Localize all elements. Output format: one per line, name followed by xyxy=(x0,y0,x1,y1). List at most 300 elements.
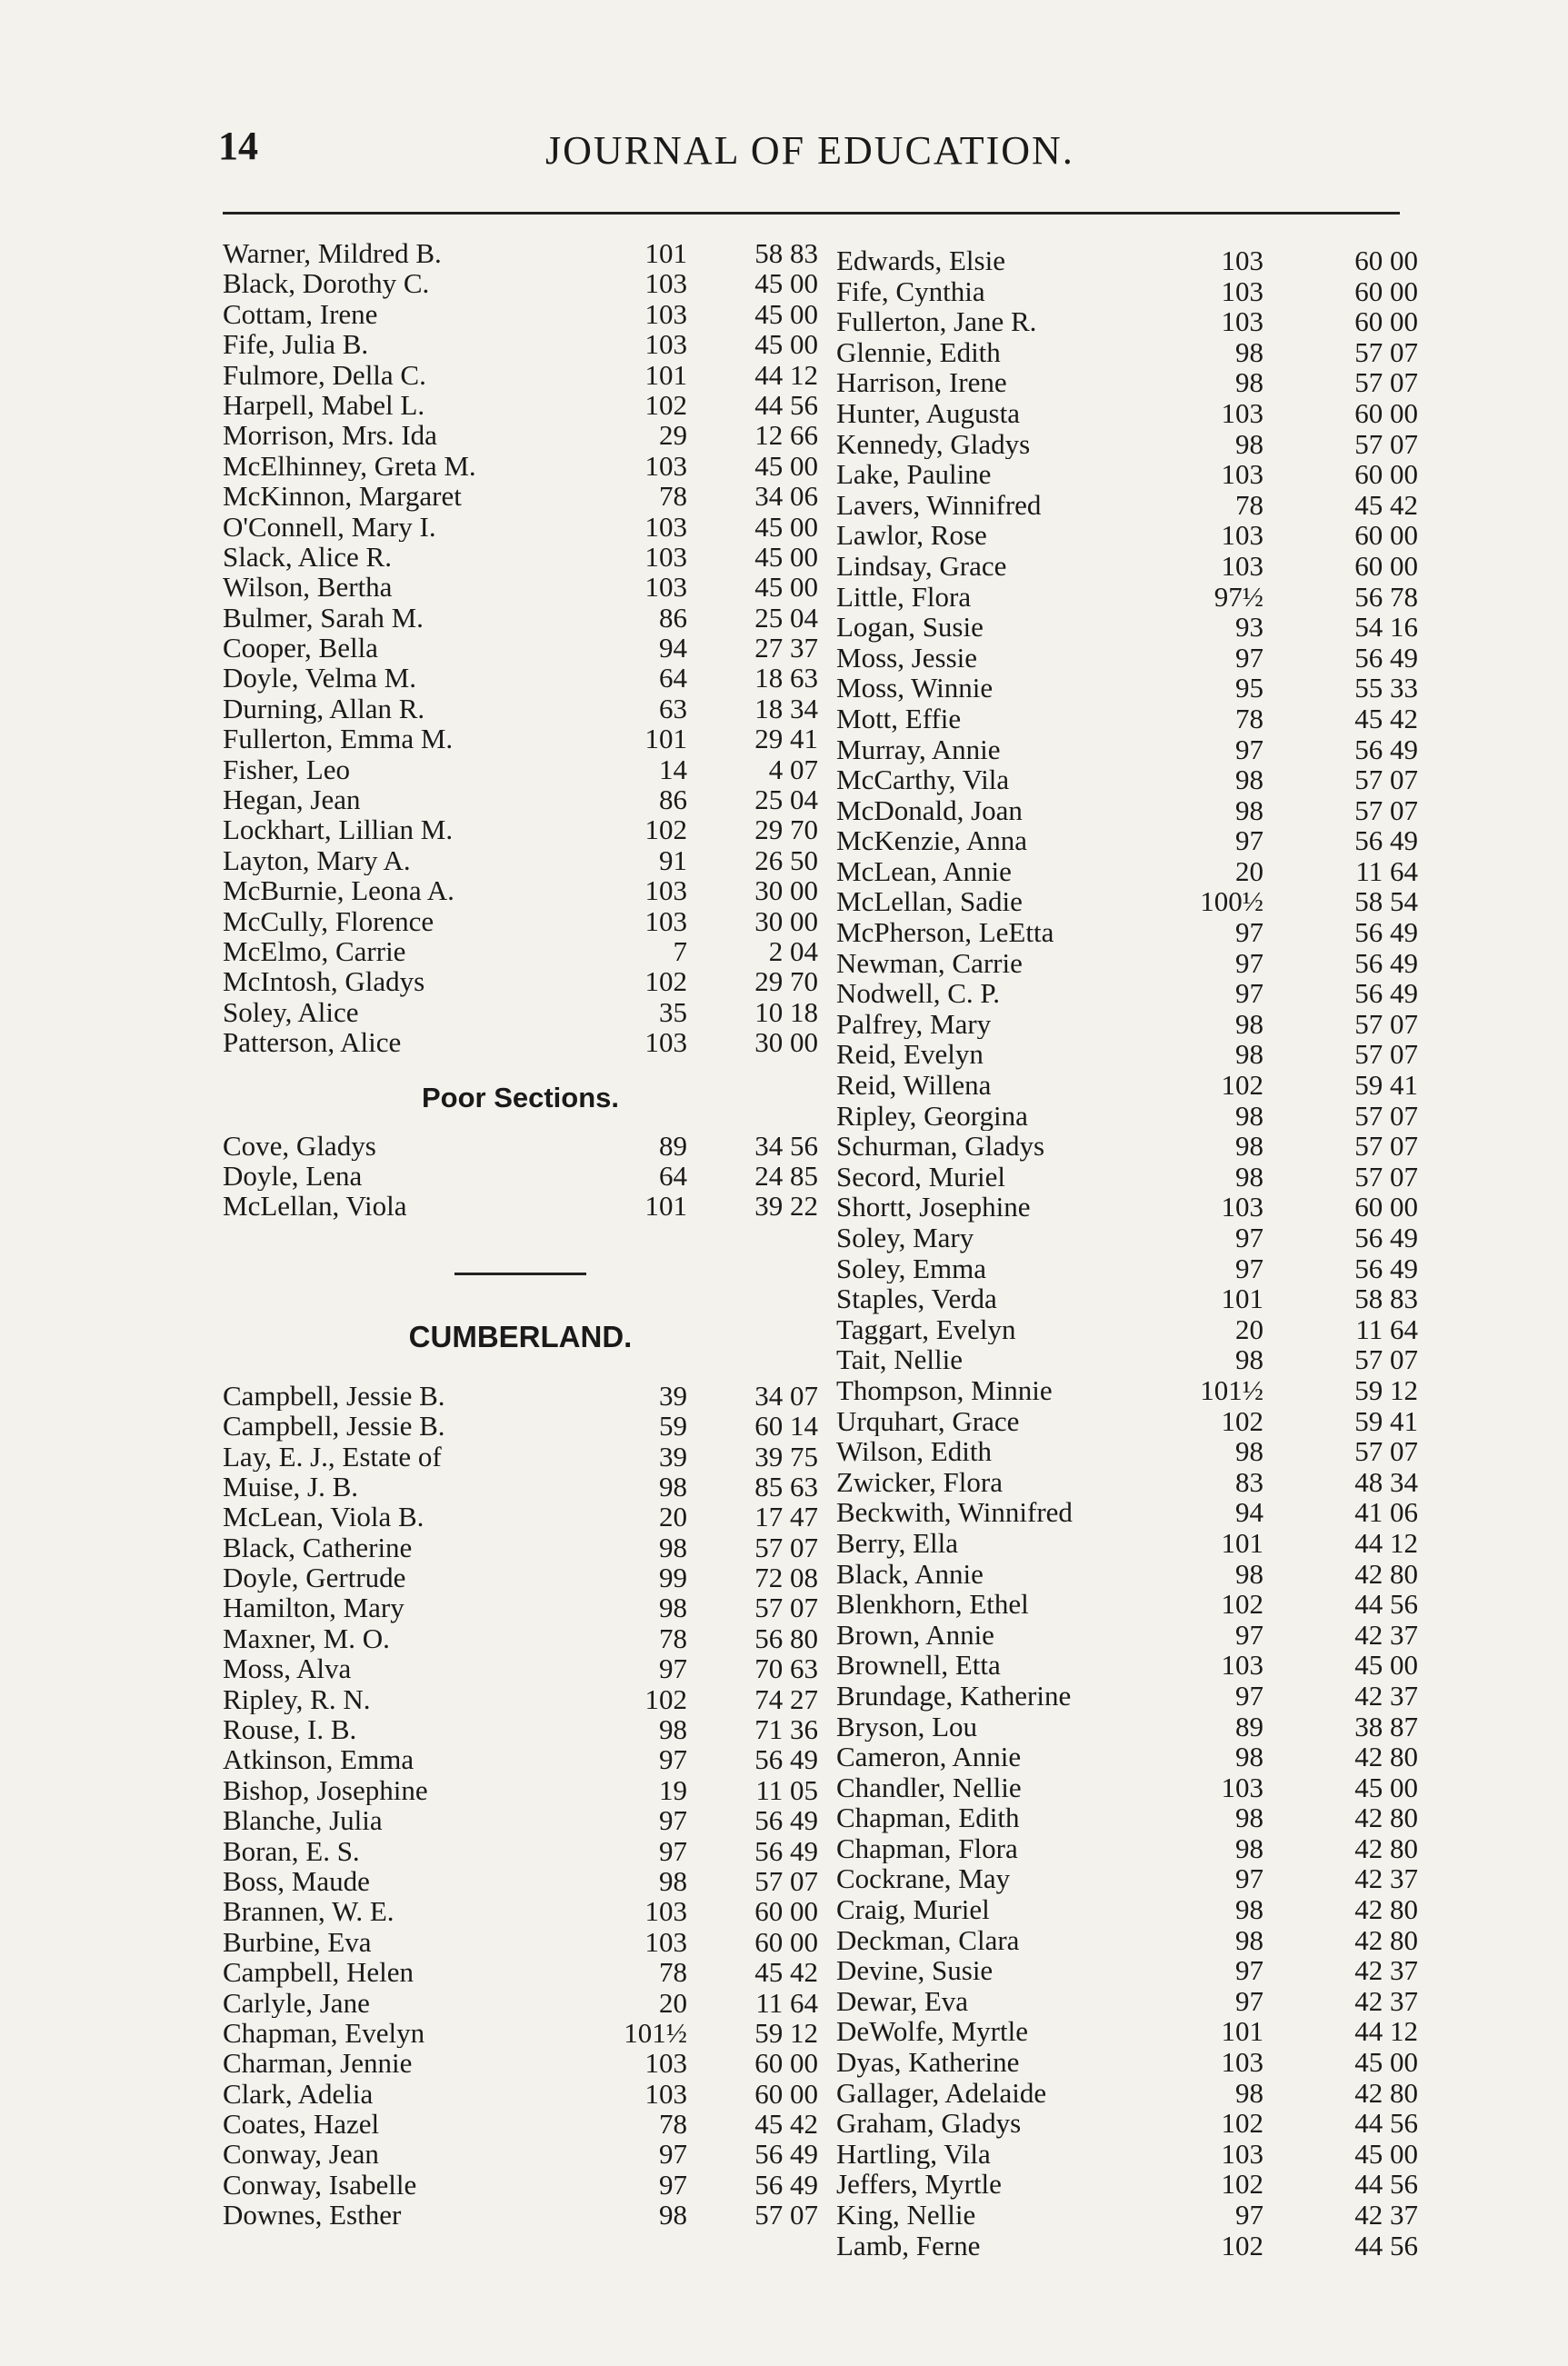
entry-amount: 60 00 xyxy=(1354,1191,1418,1223)
list-item xyxy=(223,2170,818,2200)
entry-name: Ripley, R. N. xyxy=(223,1683,371,1715)
entry-name: Chapman, Flora xyxy=(836,1832,1018,1864)
entry-name: Cameron, Annie xyxy=(836,1742,1022,1772)
list-item xyxy=(223,451,818,481)
entry-amount: 42 37 xyxy=(1354,1679,1418,1712)
list-item xyxy=(836,2139,1418,2170)
list-item xyxy=(223,1744,818,1774)
entry-amount: 45 00 xyxy=(1354,1649,1418,1682)
list-item xyxy=(223,966,818,996)
list-item xyxy=(836,398,1418,429)
entry-amount: 24 85 xyxy=(754,1159,818,1192)
entry-days: 103 xyxy=(1221,458,1263,491)
entry-amount: 56 49 xyxy=(1354,824,1418,857)
entry-days: 19 xyxy=(659,1773,687,1806)
list-item xyxy=(836,551,1418,582)
entry-amount: 45 00 xyxy=(1354,1771,1418,1803)
entry-name: Brundage, Katherine xyxy=(836,1680,1072,1712)
entry-amount: 56 49 xyxy=(1354,641,1418,674)
list-item xyxy=(223,360,818,390)
entry-name: Black, Dorothy C. xyxy=(223,268,430,299)
entry-name: McDonald, Joan xyxy=(836,794,1023,826)
entry-name: Slack, Alice R. xyxy=(223,541,392,573)
entry-name: Nodwell, C. P. xyxy=(836,978,1000,1009)
entry-days: 103 xyxy=(644,1925,687,1958)
list-item xyxy=(223,2048,818,2078)
entry-days: 86 xyxy=(659,601,687,634)
entry-name: Atkinson, Emma xyxy=(223,1744,414,1775)
entry-name: Newman, Carrie xyxy=(836,947,1023,979)
list-item xyxy=(836,490,1418,521)
entry-name: Cooper, Bella xyxy=(223,633,378,664)
entry-amount: 56 49 xyxy=(754,2168,818,2201)
list-item xyxy=(223,1957,818,1987)
entry-amount: 60 00 xyxy=(754,1895,818,1928)
entry-amount: 44 56 xyxy=(1354,2229,1418,2261)
entry-amount: 60 00 xyxy=(1354,245,1418,276)
entry-days: 97 xyxy=(1235,2199,1263,2231)
entry-days: 59 xyxy=(659,1410,687,1443)
list-item xyxy=(836,1344,1418,1375)
list-item xyxy=(223,512,818,542)
list-item xyxy=(836,2108,1418,2139)
entry-amount: 42 80 xyxy=(1354,1802,1418,1834)
entry-days: 98 xyxy=(1235,1160,1263,1193)
entry-name: Moss, Jessie xyxy=(836,642,978,674)
entry-days: 103 xyxy=(1221,1771,1263,1803)
entry-days: 20 xyxy=(1235,1313,1263,1345)
list-item xyxy=(223,2109,818,2139)
entry-amount: 57 07 xyxy=(1354,427,1418,460)
entry-amount: 57 07 xyxy=(1354,1038,1418,1071)
list-item xyxy=(223,1805,818,1835)
entry-days: 97 xyxy=(1235,1862,1263,1895)
entry-days: 98 xyxy=(1235,1435,1263,1468)
entry-name: Staples, Verda xyxy=(836,1283,997,1314)
list-item xyxy=(836,795,1418,826)
entry-days: 98 xyxy=(1235,764,1263,796)
list-item xyxy=(836,825,1418,856)
entry-name: Downes, Esther xyxy=(223,2200,402,2231)
section-divider xyxy=(454,1273,586,1275)
entry-name: Fulmore, Della C. xyxy=(223,359,426,390)
entry-name: Fullerton, Jane R. xyxy=(836,306,1037,337)
list-item xyxy=(223,784,818,814)
entry-amount: 60 00 xyxy=(754,2047,818,2080)
entry-name: Morrison, Mrs. Ida xyxy=(223,420,437,451)
list-item xyxy=(836,1223,1418,1253)
entry-amount: 60 00 xyxy=(1354,549,1418,582)
entry-amount: 57 07 xyxy=(754,2199,818,2231)
entry-amount: 34 07 xyxy=(754,1379,818,1412)
entry-name: Lindsay, Grace xyxy=(836,550,1007,582)
entry-name: Moss, Alva xyxy=(223,1653,352,1684)
entry-name: Harpell, Mabel L. xyxy=(223,389,425,421)
entry-amount: 42 80 xyxy=(1354,1893,1418,1926)
list-item xyxy=(836,1528,1418,1559)
entry-name: Zwicker, Flora xyxy=(836,1466,1003,1498)
list-item xyxy=(223,1161,818,1191)
list-item xyxy=(223,663,818,693)
entry-days: 89 xyxy=(659,1129,687,1162)
entry-days: 103 xyxy=(644,571,687,604)
entry-days: 29 xyxy=(659,419,687,452)
entry-name: McPherson, LeEtta xyxy=(836,917,1054,948)
entry-days: 97 xyxy=(1235,977,1263,1010)
entry-days: 98 xyxy=(1235,1893,1263,1926)
list-item xyxy=(836,245,1418,276)
entry-days: 102 xyxy=(644,388,687,421)
list-item xyxy=(223,875,818,905)
entry-days: 98 xyxy=(659,1470,687,1502)
entry-name: Boran, E. S. xyxy=(223,1835,360,1866)
entry-amount: 60 14 xyxy=(754,1410,818,1443)
header-rule xyxy=(223,212,1400,215)
entry-name: Burbine, Eva xyxy=(223,1926,372,1958)
entry-name: Secord, Muriel xyxy=(836,1161,1005,1193)
entry-name: Reid, Evelyn xyxy=(836,1039,984,1071)
entry-days: 102 xyxy=(1221,2229,1263,2261)
list-item xyxy=(223,1623,818,1653)
list-item xyxy=(836,2169,1418,2200)
entry-name: Ripley, Georgina xyxy=(836,1100,1028,1132)
entry-days: 95 xyxy=(1235,672,1263,704)
page-number: 14 xyxy=(218,124,258,168)
list-item xyxy=(223,1442,818,1472)
entry-name: Soley, Alice xyxy=(223,996,359,1028)
entry-amount: 30 00 xyxy=(754,874,818,907)
list-item xyxy=(836,306,1418,337)
entry-name: Fullerton, Emma M. xyxy=(223,724,454,754)
list-item xyxy=(836,1070,1418,1101)
list-item xyxy=(223,1653,818,1683)
list-item xyxy=(223,1131,818,1161)
right-list xyxy=(836,245,1418,2261)
entry-name: Gallager, Adelaide xyxy=(836,2077,1047,2109)
entry-name: Moss, Winnie xyxy=(836,673,994,704)
entry-name: Dyas, Katherine xyxy=(836,2047,1020,2078)
entry-amount: 45 42 xyxy=(1354,488,1418,521)
entry-days: 97 xyxy=(1235,824,1263,857)
entry-amount: 56 49 xyxy=(1354,733,1418,765)
entry-amount: 48 34 xyxy=(1354,1465,1418,1498)
list-item xyxy=(223,1472,818,1502)
entry-days: 83 xyxy=(1235,1465,1263,1498)
list-item xyxy=(223,633,818,663)
list-item xyxy=(223,1411,818,1441)
list-item xyxy=(223,329,818,359)
entry-amount: 56 49 xyxy=(1354,1222,1418,1253)
entry-name: Brown, Annie xyxy=(836,1619,994,1651)
entry-name: Black, Annie xyxy=(836,1558,984,1590)
entry-name: King, Nellie xyxy=(836,2200,976,2231)
entry-amount: 44 12 xyxy=(1354,1526,1418,1559)
entry-amount: 18 34 xyxy=(754,692,818,724)
list-item xyxy=(223,845,818,875)
list-item xyxy=(223,724,818,754)
entry-name: Edwards, Elsie xyxy=(836,245,1005,276)
list-item xyxy=(223,390,818,420)
entry-days: 98 xyxy=(1235,1923,1263,1956)
entry-amount: 29 70 xyxy=(754,814,818,846)
entry-amount: 42 37 xyxy=(1354,1618,1418,1651)
entry-name: Murray, Annie xyxy=(836,734,1001,765)
list-item xyxy=(836,1559,1418,1590)
entry-amount: 18 63 xyxy=(754,662,818,694)
entry-days: 100½ xyxy=(1200,885,1263,918)
entry-days: 78 xyxy=(659,480,687,513)
list-item xyxy=(223,238,818,268)
entry-name: Fife, Cynthia xyxy=(836,275,985,307)
entry-days: 103 xyxy=(1221,275,1263,307)
list-item xyxy=(223,694,818,724)
entry-name: Carlyle, Jane xyxy=(223,1987,370,2018)
entry-amount: 11 64 xyxy=(1355,1313,1418,1345)
entry-days: 103 xyxy=(1221,519,1263,552)
entry-name: Doyle, Lena xyxy=(223,1160,363,1192)
list-item xyxy=(836,1712,1418,1742)
list-item xyxy=(223,1866,818,1896)
entry-name: Mott, Effie xyxy=(836,703,962,734)
entry-days: 98 xyxy=(1235,335,1263,368)
entry-amount: 70 63 xyxy=(754,1652,818,1685)
entry-days: 89 xyxy=(1235,1710,1263,1742)
entry-name: Schurman, Gladys xyxy=(836,1131,1045,1162)
list-item xyxy=(836,520,1418,551)
entry-amount: 38 87 xyxy=(1354,1710,1418,1742)
entry-amount: 44 56 xyxy=(754,388,818,421)
entry-amount: 56 49 xyxy=(754,1804,818,1837)
entry-amount: 11 64 xyxy=(755,1986,818,2019)
entry-days: 102 xyxy=(1221,1588,1263,1621)
entry-amount: 45 42 xyxy=(754,2108,818,2141)
entry-name: Dewar, Eva xyxy=(836,1985,969,2017)
entry-days: 103 xyxy=(1221,305,1263,338)
entry-amount: 42 80 xyxy=(1354,2076,1418,2109)
list-item xyxy=(836,276,1418,307)
entry-amount: 56 49 xyxy=(754,1743,818,1776)
entry-name: Taggart, Evelyn xyxy=(836,1313,1016,1345)
entry-amount: 54 16 xyxy=(1354,611,1418,644)
entry-amount: 41 06 xyxy=(1354,1496,1418,1529)
entry-days: 98 xyxy=(659,1864,687,1897)
list-item xyxy=(223,572,818,602)
entry-name: Devine, Susie xyxy=(836,1955,994,1986)
list-item xyxy=(223,1775,818,1805)
entry-days: 99 xyxy=(659,1562,687,1594)
entry-amount: 42 37 xyxy=(1354,2199,1418,2231)
entry-name: Clark, Adelia xyxy=(223,2078,374,2110)
entry-name: Lockhart, Lillian M. xyxy=(223,814,454,845)
right-column xyxy=(836,245,1418,2261)
left-list xyxy=(223,238,818,1058)
entry-days: 94 xyxy=(659,632,687,664)
list-item xyxy=(836,1589,1418,1620)
entry-days: 20 xyxy=(659,1986,687,2019)
entry-name: DeWolfe, Myrtle xyxy=(836,2016,1028,2048)
entry-name: Lawlor, Rose xyxy=(836,520,987,551)
entry-amount: 39 75 xyxy=(754,1440,818,1473)
list-item xyxy=(836,886,1418,917)
entry-days: 101 xyxy=(644,723,687,755)
entry-name: Cockrane, May xyxy=(836,1863,1011,1895)
list-item xyxy=(836,1192,1418,1223)
entry-amount: 56 49 xyxy=(1354,977,1418,1010)
entry-days: 97 xyxy=(659,1804,687,1837)
list-item xyxy=(836,1833,1418,1864)
entry-amount: 58 83 xyxy=(754,237,818,269)
entry-amount: 85 63 xyxy=(754,1470,818,1502)
list-item xyxy=(223,2200,818,2230)
entry-name: Black, Catherine xyxy=(223,1532,413,1563)
entry-name: Conway, Jean xyxy=(223,2139,379,2170)
entry-amount: 45 42 xyxy=(1354,702,1418,734)
entry-name: Wilson, Edith xyxy=(836,1436,992,1467)
entry-amount: 57 07 xyxy=(1354,1099,1418,1132)
entry-name: Berry, Ella xyxy=(836,1527,958,1559)
entry-days: 101½ xyxy=(1200,1373,1263,1406)
list-item xyxy=(223,1988,818,2018)
list-item xyxy=(223,268,818,298)
entry-amount: 25 04 xyxy=(754,601,818,634)
list-item xyxy=(223,2079,818,2109)
list-item xyxy=(223,1927,818,1957)
entry-amount: 72 08 xyxy=(754,1562,818,1594)
entry-name: Doyle, Velma M. xyxy=(223,663,416,694)
entry-amount: 56 49 xyxy=(754,1834,818,1867)
entry-name: Durning, Allan R. xyxy=(223,693,425,724)
entry-days: 64 xyxy=(659,1159,687,1192)
entry-amount: 57 07 xyxy=(1354,794,1418,826)
entry-days: 102 xyxy=(644,965,687,998)
entry-days: 98 xyxy=(1235,1741,1263,1773)
list-item xyxy=(223,814,818,844)
entry-days: 102 xyxy=(1221,1404,1263,1437)
entry-days: 63 xyxy=(659,692,687,724)
entry-amount: 60 00 xyxy=(1354,519,1418,552)
list-item xyxy=(836,1436,1418,1467)
list-item xyxy=(223,603,818,633)
entry-days: 103 xyxy=(644,510,687,543)
entry-days: 98 xyxy=(1235,1099,1263,1132)
list-item xyxy=(223,1027,818,1057)
entry-amount: 57 07 xyxy=(1354,1435,1418,1468)
entry-days: 97 xyxy=(659,1652,687,1685)
entry-amount: 57 07 xyxy=(1354,764,1418,796)
entry-amount: 45 00 xyxy=(754,297,818,330)
entry-amount: 71 36 xyxy=(754,1713,818,1746)
entry-name: Hartling, Vila xyxy=(836,2138,991,2170)
entry-days: 86 xyxy=(659,784,687,816)
list-item xyxy=(836,1986,1418,2017)
entry-name: Glennie, Edith xyxy=(836,336,1001,368)
entry-amount: 4 07 xyxy=(768,753,818,785)
list-item xyxy=(836,429,1418,460)
list-item xyxy=(836,582,1418,613)
entry-days: 78 xyxy=(659,1956,687,1989)
list-item xyxy=(836,1742,1418,1772)
entry-amount: 2 04 xyxy=(768,934,818,967)
entry-amount: 45 42 xyxy=(754,1956,818,1989)
entry-name: Campbell, Jessie B. xyxy=(223,1380,445,1412)
entry-name: Graham, Gladys xyxy=(836,2108,1022,2139)
entry-amount: 60 00 xyxy=(1354,396,1418,429)
list-item xyxy=(836,2078,1418,2109)
cumberland-list xyxy=(223,1381,818,2231)
entry-amount: 45 00 xyxy=(754,510,818,543)
entry-name: Blenkhorn, Ethel xyxy=(836,1589,1029,1620)
entry-name: Palfrey, Mary xyxy=(836,1008,992,1040)
entry-days: 103 xyxy=(1221,2046,1263,2079)
left-column xyxy=(223,238,818,2231)
entry-name: McElmo, Carrie xyxy=(223,935,406,967)
entry-name: McElhinney, Greta M. xyxy=(223,450,476,482)
entry-days: 97 xyxy=(1235,1984,1263,2017)
list-item xyxy=(223,1191,818,1221)
entry-days: 103 xyxy=(644,874,687,907)
entry-amount: 45 00 xyxy=(754,540,818,573)
entry-name: Beckwith, Winnifred xyxy=(836,1497,1073,1528)
entry-days: 101 xyxy=(1221,1283,1263,1315)
entry-amount: 44 56 xyxy=(1354,2168,1418,2201)
entry-name: Reid, Willena xyxy=(836,1070,992,1101)
entry-days: 64 xyxy=(659,662,687,694)
list-item xyxy=(836,1253,1418,1284)
list-item xyxy=(223,1381,818,1411)
list-item xyxy=(836,1925,1418,1956)
entry-days: 102 xyxy=(644,1682,687,1715)
list-item xyxy=(836,1681,1418,1712)
entry-name: Lake, Pauline xyxy=(836,459,992,490)
list-item xyxy=(223,420,818,450)
entry-name: Cove, Gladys xyxy=(223,1130,376,1161)
list-item xyxy=(223,1562,818,1592)
list-item xyxy=(223,936,818,966)
entry-amount: 57 07 xyxy=(754,1864,818,1897)
entry-name: Urquhart, Grace xyxy=(836,1405,1020,1437)
entry-days: 98 xyxy=(659,2199,687,2231)
entry-days: 97 xyxy=(659,1834,687,1867)
list-item xyxy=(223,1896,818,1926)
entry-name: McCully, Florence xyxy=(223,905,434,936)
entry-amount: 34 56 xyxy=(754,1129,818,1162)
list-item xyxy=(223,1502,818,1532)
list-item xyxy=(836,1406,1418,1437)
list-item xyxy=(223,1592,818,1622)
list-item xyxy=(836,734,1418,765)
entry-days: 98 xyxy=(659,1531,687,1563)
entry-name: O'Connell, Mary I. xyxy=(223,511,436,542)
entry-days: 101 xyxy=(644,237,687,269)
entry-name: Little, Flora xyxy=(836,581,972,613)
entry-amount: 30 00 xyxy=(754,904,818,937)
entry-name: Doyle, Gertrude xyxy=(223,1562,406,1593)
entry-days: 103 xyxy=(1221,2137,1263,2170)
entry-name: Warner, Mildred B. xyxy=(223,238,442,269)
entry-days: 14 xyxy=(659,753,687,785)
list-item xyxy=(836,917,1418,948)
entry-name: Conway, Isabelle xyxy=(223,2169,417,2201)
list-item xyxy=(836,2016,1418,2047)
entry-name: Campbell, Jessie B. xyxy=(223,1411,445,1442)
list-item xyxy=(223,1532,818,1562)
entry-amount: 29 70 xyxy=(754,965,818,998)
entry-name: Hegan, Jean xyxy=(223,784,361,815)
entry-days: 39 xyxy=(659,1379,687,1412)
entry-days: 101 xyxy=(644,1190,687,1223)
entry-amount: 42 80 xyxy=(1354,1923,1418,1956)
entry-amount: 26 50 xyxy=(754,844,818,876)
